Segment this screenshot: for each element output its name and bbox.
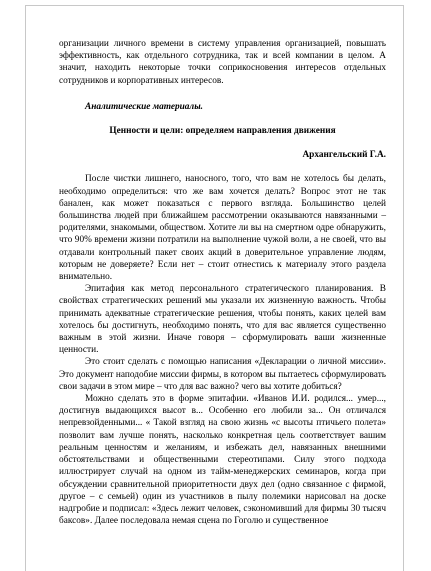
document-body [59,38,386,527]
body-paragraph: Эпитафия как метод персонального стратегического планирования. В свойствах стратегических решений мы указали их жизненную важность. Чтобы принимать адекватные стратегические решения, чтобы понять, каких целей вам хотелось бы достигнуть, необходимо понять, что для вас является существенно важным в этой жизни. Иначе говоря – сформулировать ваши жизненные ценности. [59,284,386,356]
body-paragraph: Можно сделать это в форме эпитафии. «Иванов И.И. родился... умер..., достигнув выдающихся высот в... Особенно его любили за... Он отличался непревзойденными... « Такой взгляд на свою жизнь «с высоты птичьего полета» позволит вам лучше понять, насколько конкретная цель соответствует вашим реальным ценностям и желаниям, и избежать дел, навязанных внешними обстоятельствами и общественными стереотипами. Силу этого подхода иллюстрирует случай на одном из тайм-менеджерских семинаров, когда при обсуждении сравнительной приоритетности двух дел (одно связанное с фирмой, другое – с семьей) один из участников в пылу полемики нарисовал на доске надгробие и подписал: «Здесь лежит человек, сэкономивший для фирмы 30 тысяч баксов». Далее последовала немая сцена по Гоголю и существенное [59,394,386,527]
section-label: Аналитические материалы. [85,101,203,112]
author-name: Архангельский Г.А. [302,150,386,161]
body-paragraph: После чистки лишнего, наносного, того, что вам не хотелось бы делать, необходимо определиться: что же вам хочется делать? Вопрос этот не так банален, как может показаться с первого взгляда. Большинство целей большинства людей при ближайшем рассмотрении оказываются навязанными – родителями, знакомыми, обществом. Хотите ли вы на смертном одре обнаружить, что 90% времени жизни потратили на выполнение чужой воли, а не своей, что вы отдавали контрольный пакет своих акций в доверительное управление людям, которым не доверяете? Если нет – стоит отнестись к материалу этого раздела внимательно. [59,174,386,283]
body-paragraph: Это стоит сделать с помощью написания «Декларации о личной миссии». Это документ наподобие миссии фирмы, в котором вы пытаетесь сформулировать свои задачи в этом мире – что для вас важно? чего вы хотите добиться? [59,357,386,392]
article-title: Ценности и цели: определяем направления движения [109,126,336,137]
intro-paragraph: организации личного времени в систему управления организацией, повышать эффективность, как отдельного сотрудника, так и всей компании в целом. А значит, находить некоторые точки соприкосновения интересов отдельных сотрудников и корпоративных интересов. [59,39,386,86]
